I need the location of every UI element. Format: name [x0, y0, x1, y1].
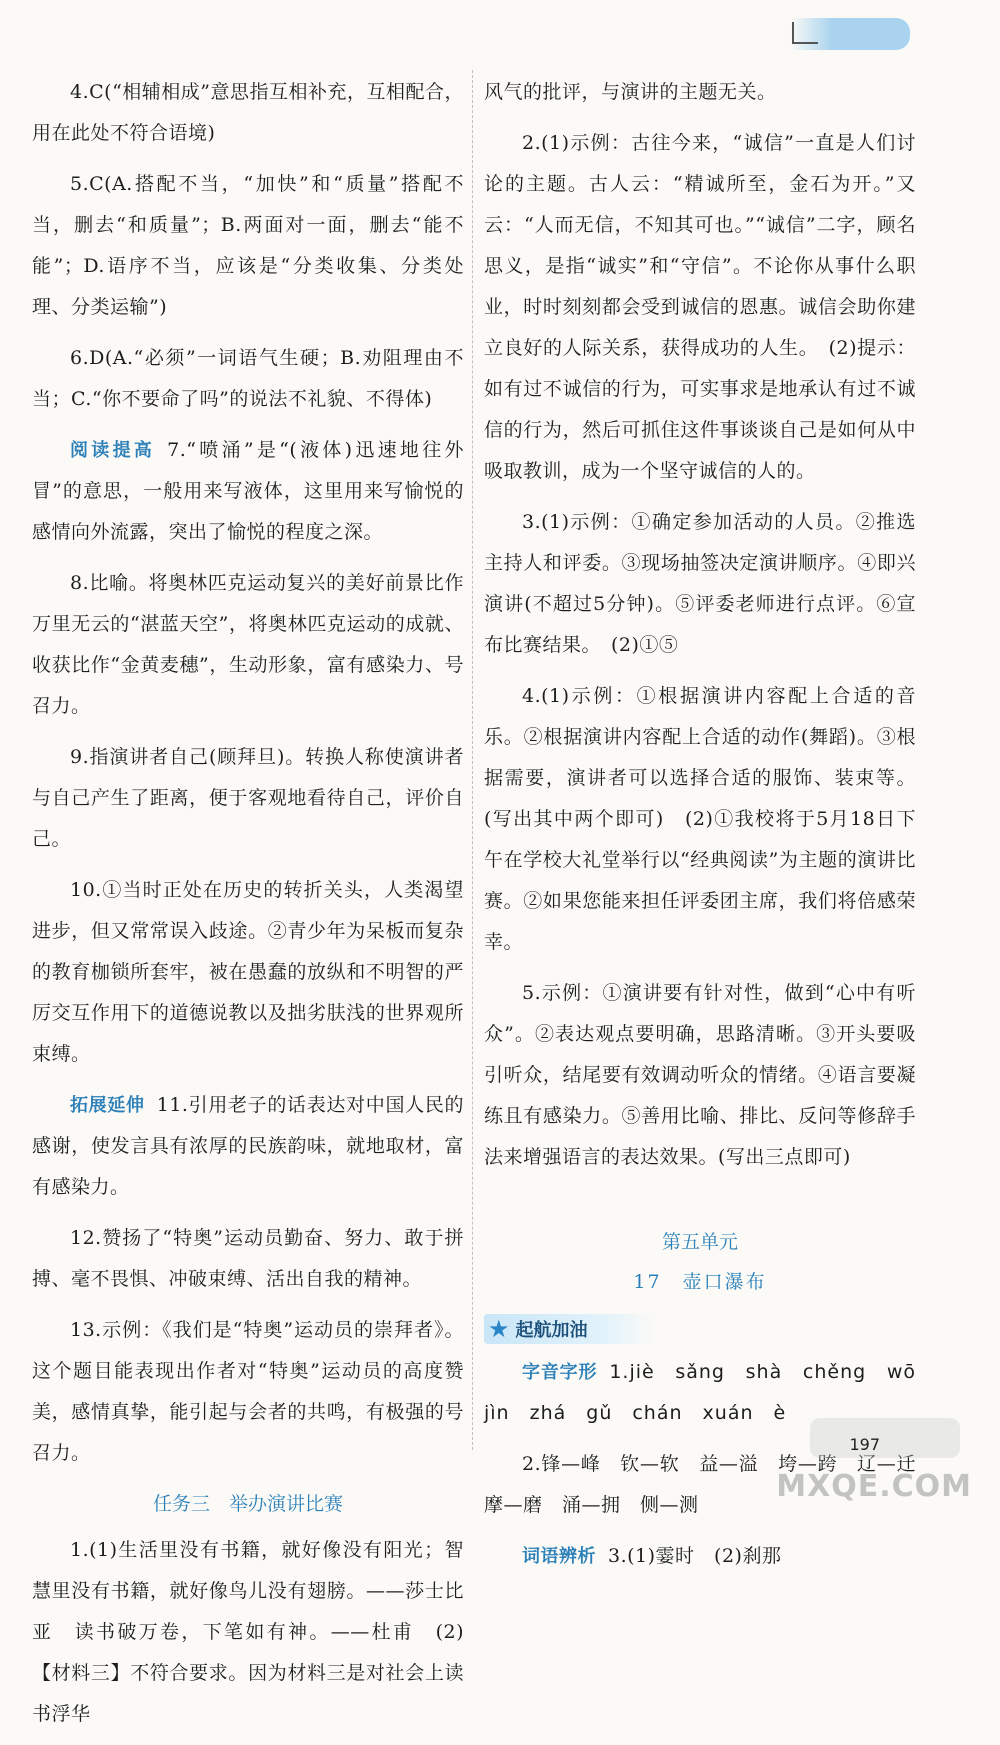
banner-label: 起航加油: [515, 1320, 588, 1341]
section-tag-extension: 拓展延伸: [70, 1095, 145, 1116]
pinyin-text: 1.jiè sǎng shà chěng wō jìn zhá gǔ chán xuán è: [484, 1361, 937, 1424]
answer-item: 风气的批评，与演讲的主题无关。: [484, 81, 777, 103]
watermark: MXQE.COM: [776, 1469, 972, 1504]
watermark-badge: [810, 1418, 960, 1458]
answer-item: 12.赞扬了“特奥”运动员勤奋、努力、敢于拼搏、毫不畏惧、冲破束缚、活出自我的精神。: [32, 1227, 464, 1290]
unit-title: 第五单元: [661, 1231, 738, 1253]
page-number: 197: [849, 1435, 880, 1454]
answer-item: 3.(1)示例：①确定参加活动的人员。②推选主持人和评委。③现场抽签决定演讲顺序。④即兴演讲(不超过5分钟)。⑤评委老师进行点评。⑥宣布比赛结果。 (2)①⑤: [484, 511, 916, 656]
lesson-title: 17 壶口瀑布: [633, 1271, 767, 1293]
answer-item: 5.示例：①演讲要有针对性，做到“心中有听众”。②表达观点要明确，思路清晰。③开头要吸引听众，结尾要有效调动听众的情绪。④语言要凝练且有感染力。⑤善用比喻、排比、反问等修辞手法来增强语言的表达效果。(写出三点即可): [484, 982, 916, 1168]
answer-item: [484, 1536, 916, 1577]
answer-item: 4.C(“相辅相成”意思指互相补充，互相配合，用在此处不符合语境): [32, 81, 465, 144]
left-column: [32, 72, 464, 1745]
answer-item: 13.示例：《我们是“特奥”运动员的崇拜者》。这个题目能表现出作者对“特奥”运动员的高度赞美，感情真挚，能引起与会者的共鸣，有极强的号召力。: [32, 1319, 464, 1464]
answer-text: 3.(1)霎时 (2)刹那: [608, 1545, 782, 1567]
answer-text: 7.“喷涌”是“(液体)迅速地往外冒”的意思，一般用来写液体，这里用来写愉悦的感情向外流露，突出了愉悦的程度之深。: [32, 439, 464, 543]
answer-item: [32, 1085, 464, 1208]
answer-item: 8.比喻。将奥林匹克运动复兴的美好前景比作万里无云的“湛蓝天空”，将奥林匹克运动的成就、收获比作“金黄麦穗”，生动形象，富有感染力、号召力。: [32, 572, 464, 717]
answer-item: 4.(1)示例：①根据演讲内容配上合适的音乐。②根据演讲内容配上合适的动作(舞蹈)。③根据需要，演讲者可以选择合适的服饰、装束等。(写出其中两个即可) (2)①我校将于5月18日下午在学校大礼堂举行以“经典阅读”为主题的演讲比赛。②如果您能来担任评委团主席，我们将倍感荣幸。: [484, 685, 916, 953]
answer-item: 9.指演讲者自己(顾拜旦)。转换人称使演讲者与自己产生了距离，便于客观地看待自己，评价自己。: [32, 746, 464, 850]
answer-item: 1.(1)生活里没有书籍，就好像没有阳光；智慧里没有书籍，就好像鸟儿没有翅膀。——莎士比亚 读书破万卷，下笔如有神。——杜甫 (2)【材料三】不符合要求。因为材料三是对社会上读书浮华: [32, 1539, 464, 1725]
star-icon: ★: [488, 1315, 510, 1343]
column-divider: [472, 70, 473, 1450]
right-column: [484, 72, 937, 1587]
header-mark: [792, 22, 818, 44]
answer-item: 2.锋—峰 钦—软 益—溢 垮—跨 辽—迁 摩—磨 涌—拥 侧—测: [484, 1453, 936, 1516]
task-title: 任务三 举办演讲比赛: [152, 1493, 343, 1515]
section-tag-pronunciation: 字音字形: [522, 1362, 598, 1383]
section-banner: [484, 1314, 654, 1344]
answer-item: [32, 430, 464, 553]
answer-item: 5.C(A.搭配不当，“加快”和“质量”搭配不当，删去“和质量”；B.两面对一面，删去“能不能”；D.语序不当，应该是“分类收集、分类处理、分类运输”): [32, 173, 464, 318]
section-tag-vocabulary: 词语辨析: [522, 1546, 596, 1567]
answer-text: 11.引用老子的话表达对中国人民的感谢，使发言具有浓厚的民族韵味，就地取材，富有感染力。: [32, 1094, 465, 1198]
answer-item: 6.D(A.“必须”一词语气生硬；B.劝阻理由不当；C.“你不要命了吗”的说法不礼貌、不得体): [32, 347, 464, 410]
section-tag-reading: 阅读提高: [70, 440, 156, 461]
answer-item: 2.(1)示例：古往今来，“诚信”一直是人们讨论的主题。古人云：“精诚所至，金石为开。”又云：“人而无信，不知其可也。”“诚信”二字，顾名思义，是指“诚实”和“守信”。不论你从事什么职业，时时刻刻都会受到诚信的恩惠。诚信会助你建立良好的人际关系，获得成功的人生。 (2)提示：如有过不诚信的行为，可实事求是地承认有过不诚信的行为，然后可抓住这件事谈谈自己是如何从中吸取教训，成为一个坚守诚信的人的。: [484, 132, 916, 482]
answer-item: 10.①当时正处在历史的转折关头，人类渴望进步，但又常常误入歧途。②青少年为呆板而复杂的教育枷锁所套牢，被在愚蠢的放纵和不明智的严厉交互作用下的道德说教以及拙劣肤浅的世界观所束缚。: [32, 879, 464, 1065]
